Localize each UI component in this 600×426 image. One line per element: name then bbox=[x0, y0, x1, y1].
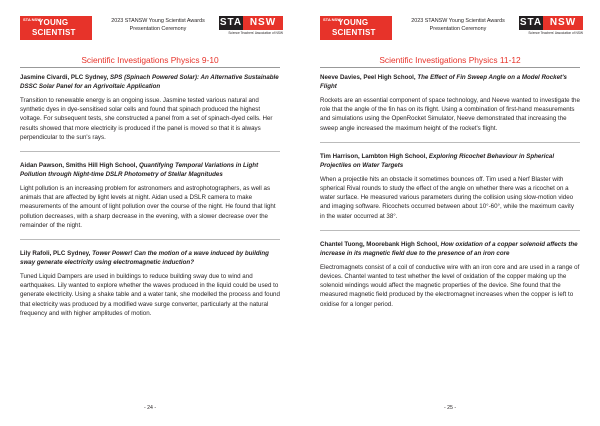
young-scientist-logo bbox=[320, 16, 392, 40]
header-text bbox=[402, 17, 514, 33]
entry-body: Transition to renewable energy is an ongoing issue. Jasmine tested various natural and synthetic dyes in dye-sensitised solar cells and found that spinach produced the highest voltage. For subsequent tests, she constructed a panel from a set of spinach-dyed cells. Her results showed that more electricity is produced if the panel is moved so that it is always perpendicular to the sun's rays. bbox=[20, 97, 273, 141]
header-line2: Presentation Ceremony bbox=[429, 26, 487, 32]
entry-divider bbox=[320, 142, 580, 143]
stansw-logo-sta: STA bbox=[219, 17, 243, 28]
entry-heading bbox=[20, 161, 280, 179]
entry-title: SPS (Spinach Powered Solar): An Alternative Sustainable DSSC Solar Panel for an Agrivoltaic Application bbox=[20, 74, 279, 90]
page-number: - 24 - bbox=[143, 405, 157, 411]
stansw-logo bbox=[219, 16, 283, 40]
entry-author: Neeve Davies, Peel High School, bbox=[320, 74, 416, 81]
entry-title: Exploring Ricochet Behaviour in Spherical Projectiles on Water Targets bbox=[320, 152, 555, 169]
stansw-logo-nsw: NSW bbox=[243, 16, 283, 30]
entry-heading bbox=[320, 240, 580, 258]
entry-body: Tuned Liquid Dampers are used in buildings to reduce building sway due to wind and earthquakes. Lily wanted to explore whether the waves produced in the liquid could be used to generate electricity. Using a shake table and a water tank, she modelled the process and found that electricity was produced by a modified wave surge converter, particularly at the natural frequency and with higher amplitudes of motion. bbox=[20, 273, 280, 317]
young-scientist-logo bbox=[20, 16, 92, 40]
entry-body: When a projectile hits an obstacle it sometimes bounces off. Tim used a Nerf Blaster with spherical Rival rounds to study the effect of the angle on whether there was a ricochet on a water surface. He measured various parameters during the collision using slow-motion video and imaging software. Ricochets occurred between about 10°-60°, while the maximum cavity in the water occurred at 38°. bbox=[320, 175, 574, 220]
entry-body: Light pollution is an increasing problem for astronomers and astrophotographers, as well as animals that are affected by light levels at night. Aidan used a DSLR camera to make measurements of the amount of light pollution over the course of the night. He found that light pollution decreases, with a sharp decrease in the evening, with a slower decrease over the remainder of the night. bbox=[20, 185, 276, 229]
entry-divider bbox=[20, 151, 280, 152]
header-text bbox=[102, 17, 214, 33]
section-title: Scientific Investigations Physics 11-12 bbox=[379, 55, 521, 65]
entry bbox=[20, 73, 280, 142]
entry-author: Tim Harrison, Lambton High School, bbox=[320, 152, 428, 160]
logo-sta-text: STA NSW bbox=[323, 17, 341, 22]
stansw-logo bbox=[519, 16, 583, 40]
header-line1: 2023 STANSW Young Scientist Awards bbox=[411, 18, 505, 24]
entry-author: Chantel Tuong, Moorebank High School, bbox=[320, 240, 439, 248]
logo-sta-text: STA NSW bbox=[23, 17, 41, 22]
entry-title: Tower Power! Can the motion of a wave induced by building sway generate electricity using electromagnetic induction? bbox=[20, 250, 269, 267]
logo-scientist-text: SCIENTIST bbox=[332, 28, 376, 37]
header-line2: Presentation Ceremony bbox=[129, 26, 187, 32]
stansw-logo-nsw: NSW bbox=[543, 16, 583, 30]
entry-divider bbox=[20, 239, 280, 240]
entry bbox=[320, 152, 580, 221]
entry-title: The Effect of Fin Sweep Angle on a Model Rocket's Flight bbox=[320, 74, 567, 90]
stansw-logo-sta: STA bbox=[519, 17, 543, 28]
entry-author: Lily Rafoli, PLC Sydney, bbox=[20, 250, 91, 258]
stansw-logo-subtitle: Science Teachers' Association of NSW bbox=[228, 31, 283, 35]
section-title: Scientific Investigations Physics 9-10 bbox=[81, 55, 219, 65]
logo-scientist-text: SCIENTIST bbox=[32, 28, 76, 37]
entry-heading bbox=[20, 73, 280, 91]
entry-heading bbox=[320, 152, 580, 170]
right-page bbox=[300, 0, 600, 426]
entry-body: Electromagnets consist of a coil of conductive wire with an iron core and are used in a range of devices. Chantel wanted to test whether the level of oxidation of the copper making up the solenoid windings would affect the magnetic properties of the device. She found that the measured magnetic field produced by the electromagnet increases when the copper is left to oxidise for a longer period. bbox=[320, 263, 580, 308]
stansw-logo-subtitle: Science Teachers' Association of NSW bbox=[528, 31, 583, 35]
entry bbox=[320, 240, 580, 309]
page-number: - 25 - bbox=[443, 405, 457, 411]
title-divider bbox=[20, 67, 280, 68]
logo-young-text: YOUNG bbox=[338, 18, 369, 27]
entry-divider bbox=[320, 230, 580, 231]
entry-body: Rockets are an essential component of space technology, and Neeve wanted to investigate the role that the angle of the fin has on its flight. Using a combination of first-hand measurements and simulations using the OpenRocket Simulator, Neeve demonstrated that increasing the sweep angle increased the maximum height of the rocket's flight. bbox=[320, 97, 580, 132]
entries-list bbox=[320, 73, 580, 309]
entry-heading bbox=[320, 73, 580, 91]
title-divider bbox=[320, 67, 580, 68]
logo-young-text: YOUNG bbox=[38, 18, 69, 27]
entry-title: How oxidation of a copper solenoid affects the increase in its magnetic field due to the presence of an iron core bbox=[320, 240, 578, 257]
header-line1: 2023 STANSW Young Scientist Awards bbox=[111, 18, 205, 24]
entry bbox=[20, 249, 280, 318]
entry bbox=[320, 73, 580, 133]
entry bbox=[20, 161, 280, 230]
entry-author: Jasmine Civardi, PLC Sydney, bbox=[20, 74, 109, 81]
entry-title: Quantifying Temporal Variations in Light Pollution through Night-time DSLR Photometry of Stellar Magnitudes bbox=[20, 162, 259, 179]
entry-heading bbox=[20, 249, 280, 267]
entry-author: Aidan Pawson, Smiths Hill High School, bbox=[20, 162, 138, 170]
entries-list bbox=[20, 73, 280, 318]
